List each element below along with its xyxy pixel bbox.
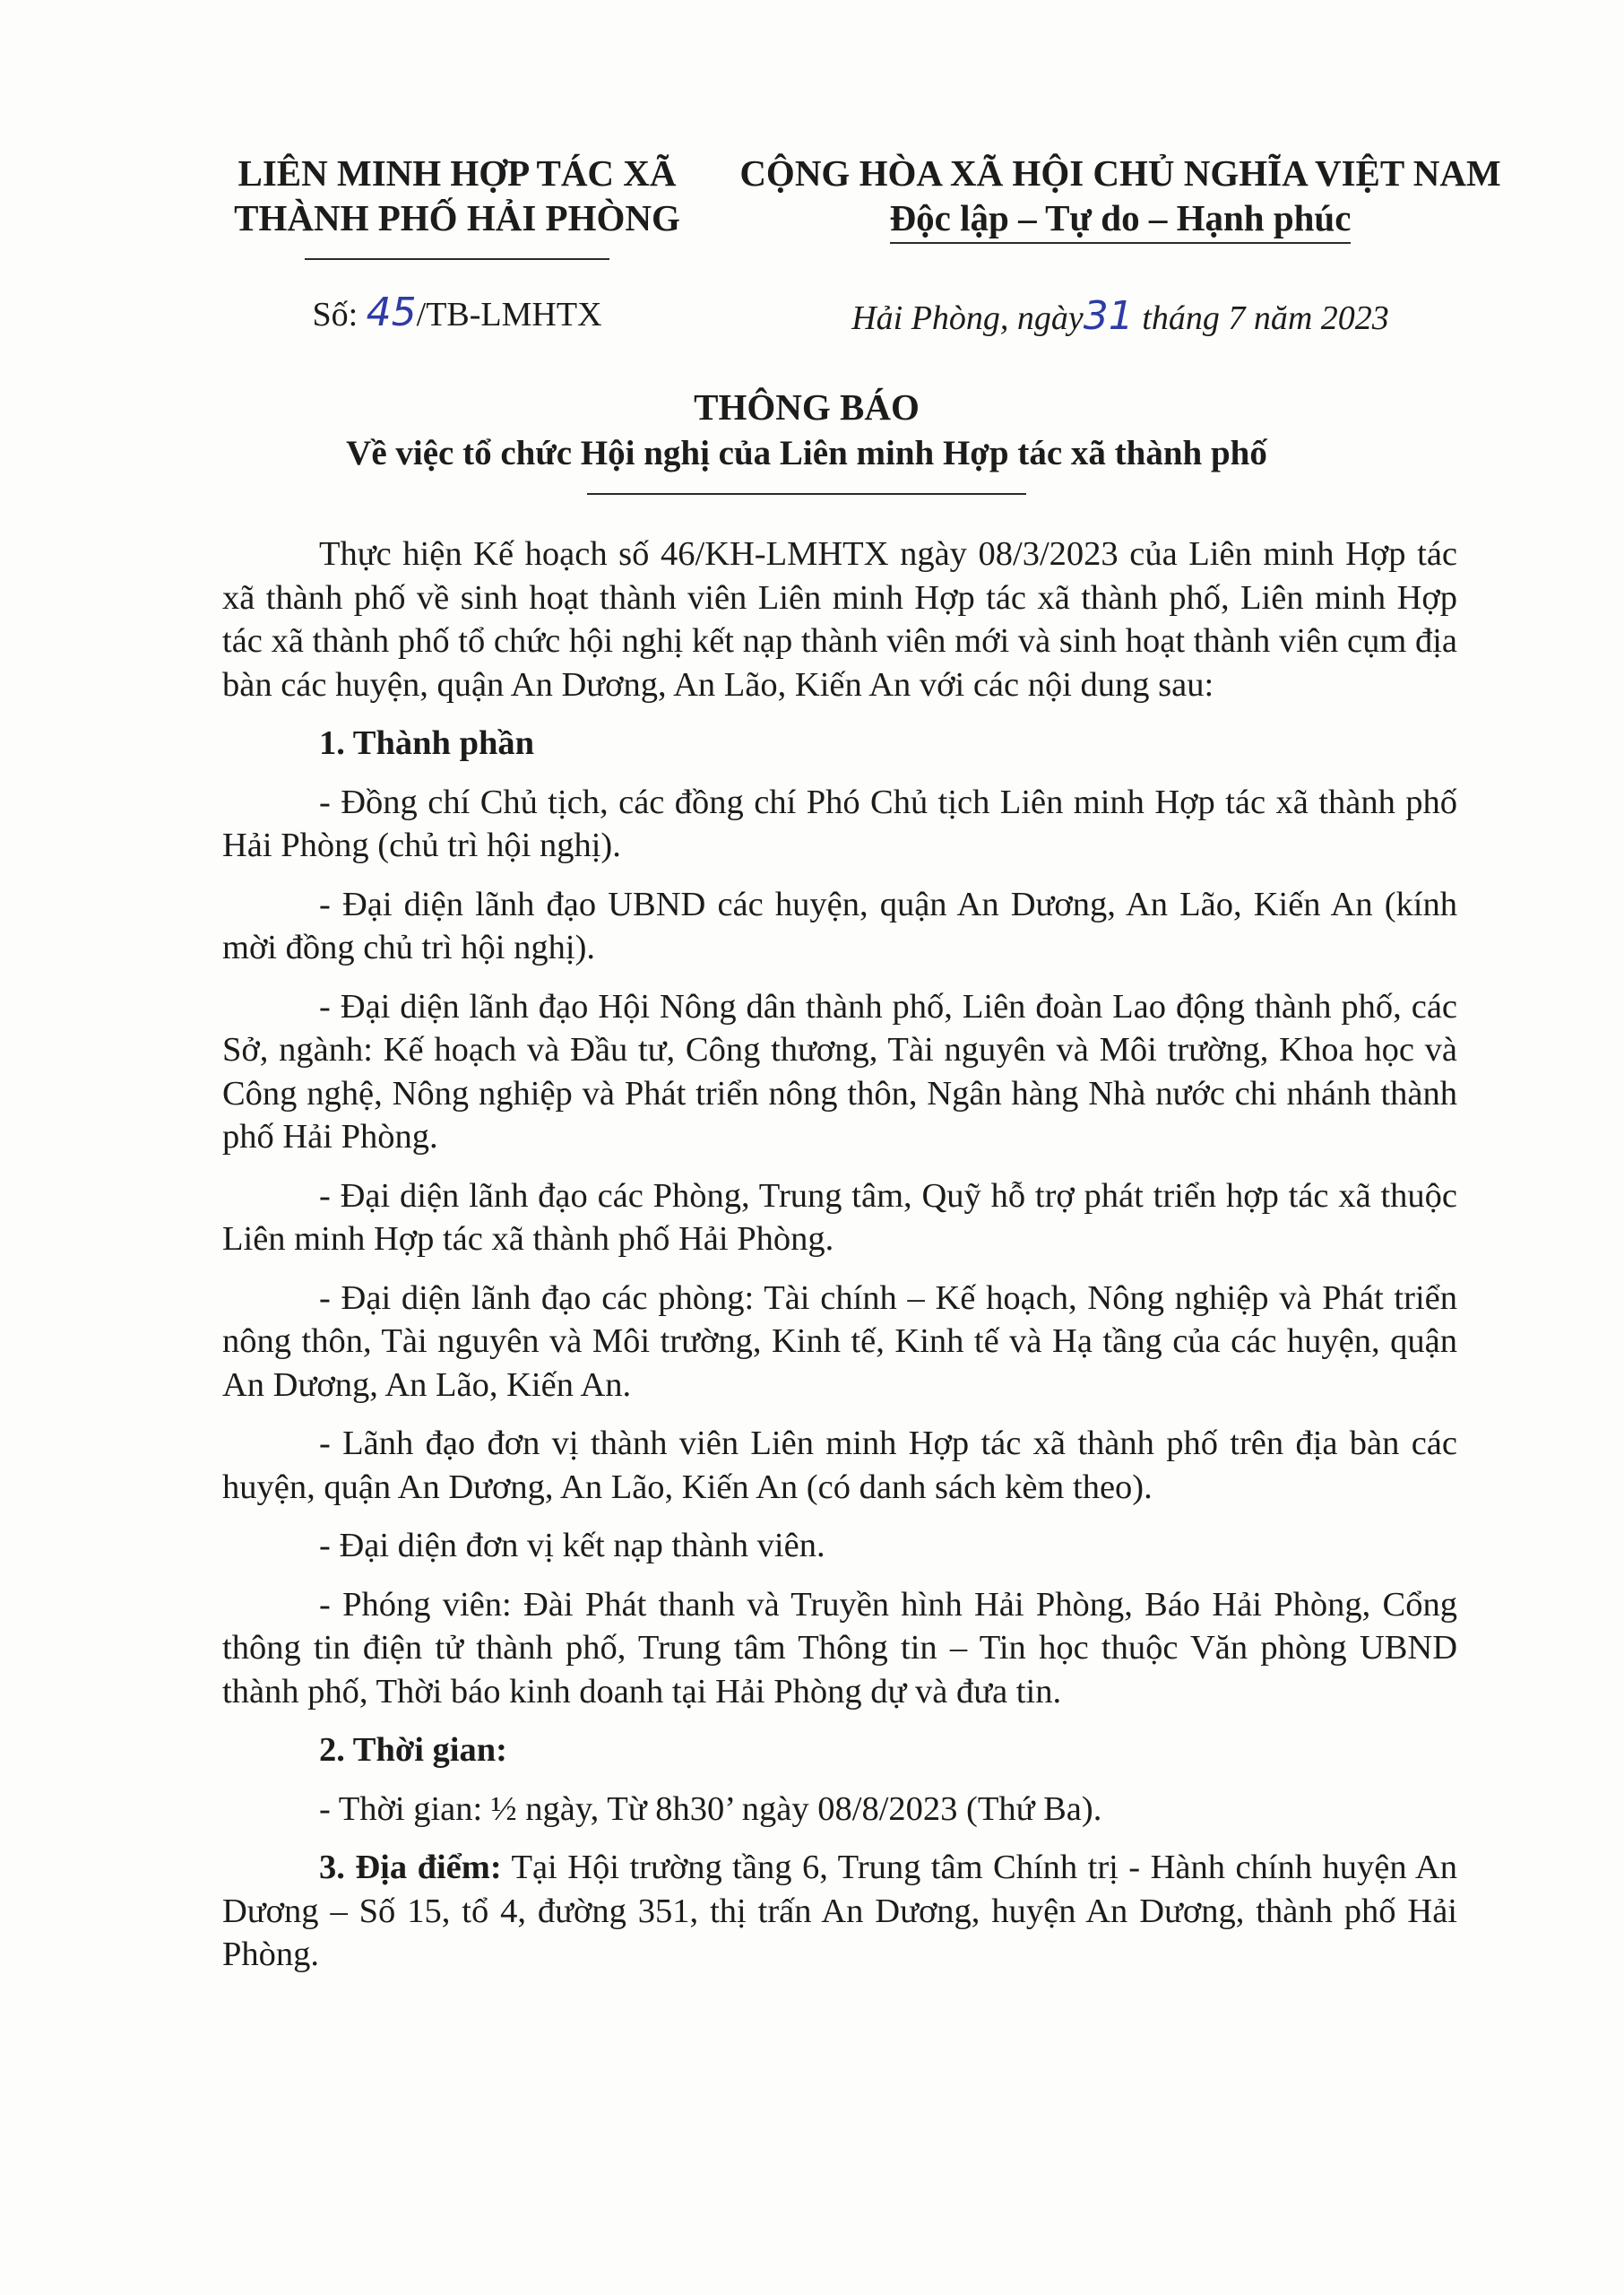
section1-heading: 1. Thành phần: [319, 724, 535, 762]
national-heading: [735, 151, 1506, 244]
date-prefix: Hải Phòng, ngày: [851, 299, 1084, 337]
intro-paragraph: Thực hiện Kế hoạch số 46/KH-LMHTX ngày 08/3/2023 của Liên minh Hợp tác xã thành phố về sinh hoạt thành viên Liên minh Hợp tác xã thành phố, Liên minh Hợp tác xã thành phố tổ chức hội nghị kết nạp thành viên mới và sinh hoạt thành viên cụm địa bàn các huyện, quận An Dương, An Lão, Kiến An với các nội dung sau:: [222, 535, 1457, 704]
org-underline: [305, 258, 609, 260]
section1-item: - Đại diện lãnh đạo Hội Nông dân thành phố, Liên đoàn Lao động thành phố, các Sở, ngành: Kế hoạch và Đầu tư, Công thương, Tài nguyên và Môi trường, Khoa học và Công nghệ, Nông nghiệp và Phát triển nông thôn, Ngân hàng Nhà nước chi nhánh thành phố Hải Phòng.: [222, 987, 1457, 1156]
section2-text: - Thời gian: ½ ngày, Từ 8h30’ ngày 08/8/2023 (Thứ Ba).: [319, 1789, 1102, 1828]
section1-item: - Đồng chí Chủ tịch, các đồng chí Phó Chủ tịch Liên minh Hợp tác xã thành phố Hải Phòng (chủ trì hội nghị).: [222, 783, 1457, 864]
document-body: [222, 533, 1457, 1992]
document-title: THÔNG BÁO: [694, 386, 920, 428]
date-line: [735, 293, 1506, 339]
section1-item: - Lãnh đạo đơn vị thành viên Liên minh Hợp tác xã thành phố trên địa bàn các huyện, quận An Dương, An Lão, Kiến An (có danh sách kèm theo).: [222, 1425, 1457, 1506]
section2-heading: 2. Thời gian:: [319, 1731, 507, 1769]
document-subtitle: Về việc tổ chức Hội nghị của Liên minh Hợp tác xã thành phố: [346, 434, 1267, 472]
doc-number-prefix: Số:: [312, 296, 358, 333]
section3-heading: 3. Địa điểm:: [319, 1849, 502, 1886]
org-name-line1: LIÊN MINH HỢP TÁC XÃ: [238, 152, 677, 194]
section1-item: - Đại diện đơn vị kết nạp thành viên.: [319, 1527, 825, 1564]
national-motto: Độc lập – Tự do – Hạnh phúc: [890, 195, 1352, 244]
section3-paragraph: [222, 1846, 1457, 1977]
title-underline: [587, 493, 1026, 495]
document-title-block: [179, 384, 1434, 495]
section1-item: - Đại diện lãnh đạo các phòng: Tài chính – Kế hoạch, Nông nghiệp và Phát triển nông thôn, Tài nguyên và Môi trường, Kinh tế, Kinh tế và Hạ tầng của các huyện, quận An Dương, An Lão, Kiến An.: [222, 1278, 1457, 1404]
doc-number-handwritten: 45: [366, 290, 417, 335]
section3-text: Tại Hội trường tầng 6, Trung tâm Chính trị - Hành chính huyện An Dương – Số 15, tổ 4, đường 351, thị trấn An Dương, huyện An Dương, thành phố Hải Phòng.: [222, 1849, 1457, 1973]
document-number: [206, 292, 708, 335]
org-name-line2: THÀNH PHỐ HẢI PHÒNG: [234, 197, 680, 238]
section1-item: - Đại diện lãnh đạo các Phòng, Trung tâm, Quỹ hỗ trợ phát triển hợp tác xã thuộc Liên minh Hợp tác xã thành phố Hải Phòng.: [222, 1176, 1457, 1258]
section1-item: - Đại diện lãnh đạo UBND các huyện, quận An Dương, An Lão, Kiến An (kính mời đồng chủ trì hội nghị).: [222, 885, 1457, 966]
nation-name: CỘNG HÒA XÃ HỘI CHỦ NGHĨA VIỆT NAM: [739, 152, 1501, 194]
section1-item: - Phóng viên: Đài Phát thanh và Truyền hình Hải Phòng, Báo Hải Phòng, Cổng thông tin điện tử thành phố, Trung tâm Thông tin – Tin học thuộc Văn phòng UBND thành phố, Thời báo kinh doanh tại Hải Phòng dự và đưa tin.: [222, 1585, 1457, 1710]
doc-number-suffix: /TB-LMHTX: [416, 296, 602, 333]
date-day-handwritten: 31: [1083, 293, 1134, 339]
issuing-organization: [206, 151, 708, 260]
date-suffix: tháng 7 năm 2023: [1142, 299, 1389, 337]
